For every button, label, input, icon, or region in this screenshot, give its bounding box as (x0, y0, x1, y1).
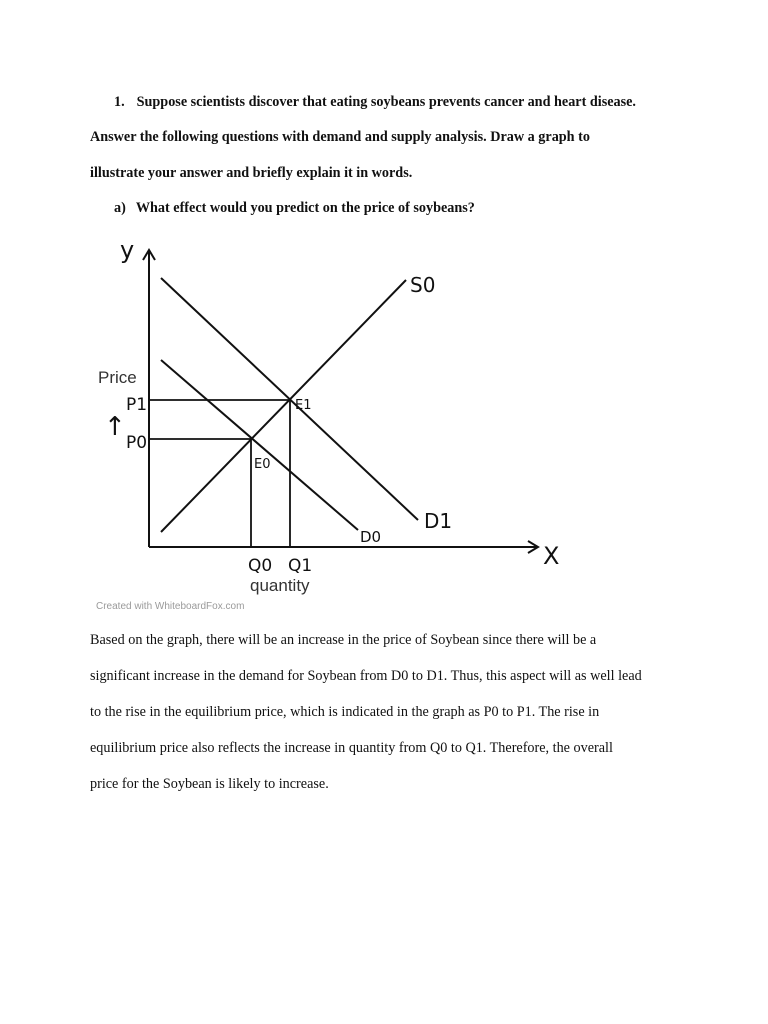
answer-line-1: Based on the graph, there will be an increase in the price of Soybean since there will be a (90, 632, 597, 648)
q1-label: Q1 (288, 556, 313, 576)
answer-line-4: equilibrium price also reflects the increase in quantity from Q0 to Q1. Therefore, the overall (90, 740, 613, 756)
question-1-line-2: Answer the following questions with demand and supply analysis. Draw a graph to (90, 129, 590, 145)
q0-label: Q0 (248, 556, 273, 576)
y-axis-label: y (120, 236, 135, 264)
question-number: 1. (114, 94, 125, 110)
sub-question-text: What effect would you predict on the price of soybeans? (135, 200, 475, 216)
price-up-arrow: ↑ (104, 412, 126, 442)
demand-curve-d0 (161, 360, 358, 530)
p0-label: P0 (126, 433, 148, 453)
question-text-1: Suppose scientists discover that eating soybeans prevents cancer and heart disease. (136, 94, 636, 110)
s0-label: S0 (410, 273, 436, 297)
p1-label: P1 (126, 395, 148, 415)
whiteboardfox-watermark: Created with WhiteboardFox.com (96, 601, 245, 612)
question-1-line-3: illustrate your answer and briefly explain it in words. (90, 165, 413, 181)
supply-curve-s0 (161, 280, 406, 532)
quantity-label: quantity (250, 576, 310, 595)
answer-line-5: price for the Soybean is likely to increase. (90, 776, 329, 792)
sub-question-a (114, 200, 475, 217)
supply-demand-graph (88, 230, 588, 620)
answer-line-2: significant increase in the demand for Soybean from D0 to D1. Thus, this aspect will as well lead (90, 668, 642, 684)
d0-label: D0 (360, 528, 382, 546)
answer-line-3: to the rise in the equilibrium price, which is indicated in the graph as P0 to P1. The rise in (90, 704, 600, 720)
d1-label: D1 (424, 509, 453, 533)
e0-label: E0 (254, 457, 271, 472)
x-axis-label: X (543, 542, 560, 570)
price-label: Price (98, 368, 137, 387)
question-1-line-1 (114, 94, 636, 111)
e1-label: E1 (295, 398, 312, 413)
sub-question-label: a) (114, 200, 126, 216)
